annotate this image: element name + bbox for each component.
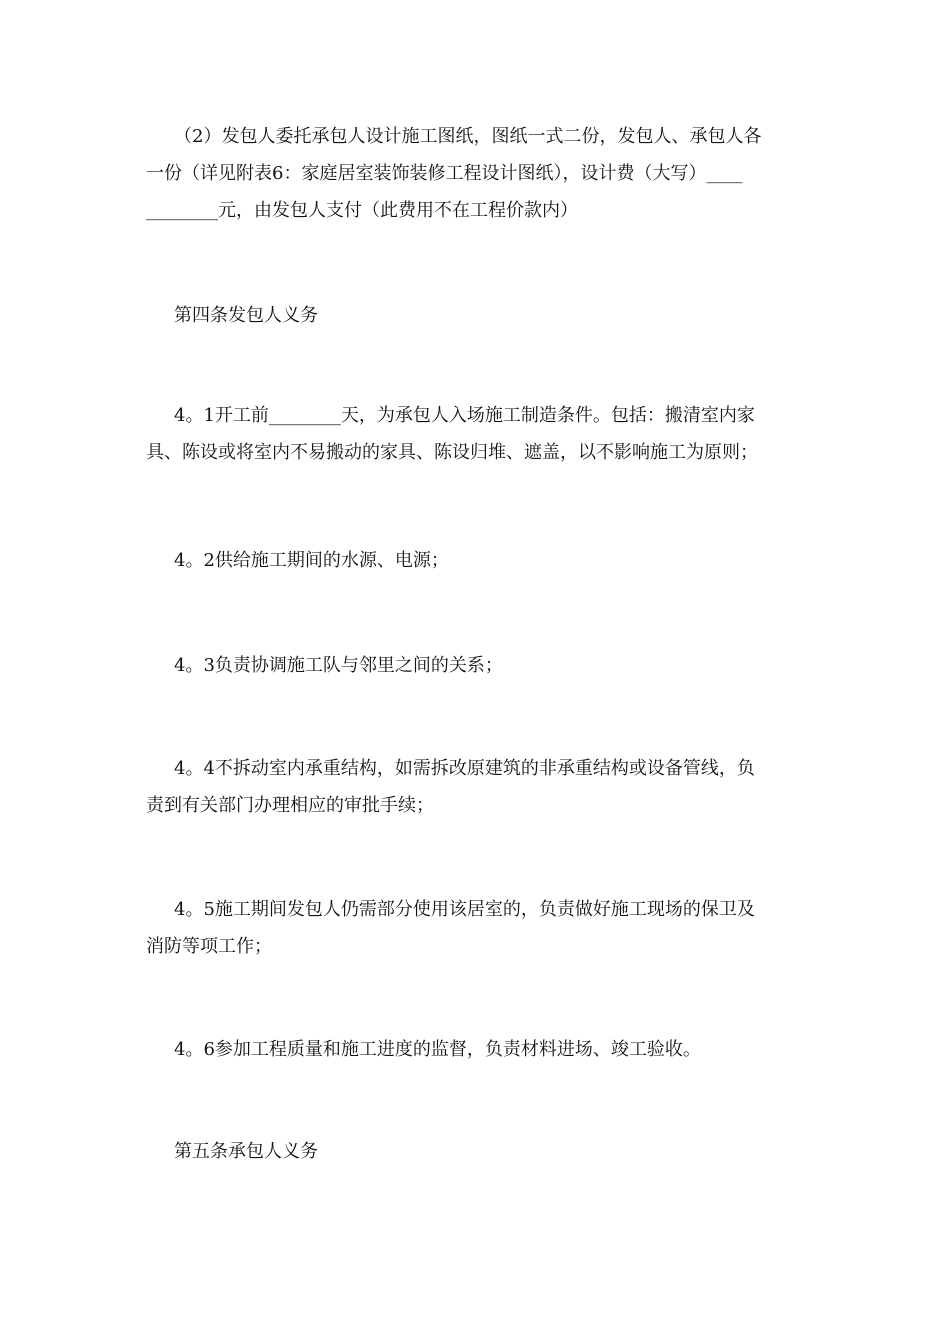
- text-line: 4。1开工前________天，为承包人入场施工制造条件。包括：搬清室内家: [174, 405, 755, 426]
- text-line: （2）发包人委托承包人设计施工图纸，图纸一式二份，发包人、承包人各: [174, 126, 762, 147]
- paragraph-design-fee: [146, 118, 806, 229]
- text-line: 4。3负责协调施工队与邻里之间的关系；: [174, 655, 503, 676]
- clause-4-6: [146, 1031, 806, 1068]
- clause-4-5: [146, 891, 806, 965]
- section-heading-5: [146, 1133, 806, 1170]
- clause-4-1: [146, 397, 806, 471]
- heading-text: 第四条发包人义务: [174, 305, 318, 326]
- section-heading-4: [146, 297, 806, 334]
- text-line: 具、陈设或将室内不易搬动的家具、陈设归堆、遮盖，以不影响施工为原则；: [146, 442, 758, 463]
- text-line: 消防等项工作；: [146, 936, 272, 957]
- clause-4-4: [146, 750, 806, 824]
- clause-4-3: [146, 647, 806, 684]
- text-line: 责到有关部门办理相应的审批手续；: [146, 795, 434, 816]
- text-line: ________元，由发包人支付（此费用不在工程价款内）: [146, 200, 578, 221]
- text-line: 4。4不拆动室内承重结构，如需拆改原建筑的非承重结构或设备管线，负: [174, 758, 755, 779]
- clause-4-2: [146, 542, 806, 579]
- text-line: 一份（详见附表6：家庭居室装饰装修工程设计图纸），设计费（大写）____: [146, 163, 743, 184]
- text-line: 4。6参加工程质量和施工进度的监督，负责材料进场、竣工验收。: [174, 1039, 701, 1060]
- heading-text: 第五条承包人义务: [174, 1141, 318, 1162]
- text-line: 4。2供给施工期间的水源、电源；: [174, 550, 449, 571]
- text-line: 4。5施工期间发包人仍需部分使用该居室的，负责做好施工现场的保卫及: [174, 899, 755, 920]
